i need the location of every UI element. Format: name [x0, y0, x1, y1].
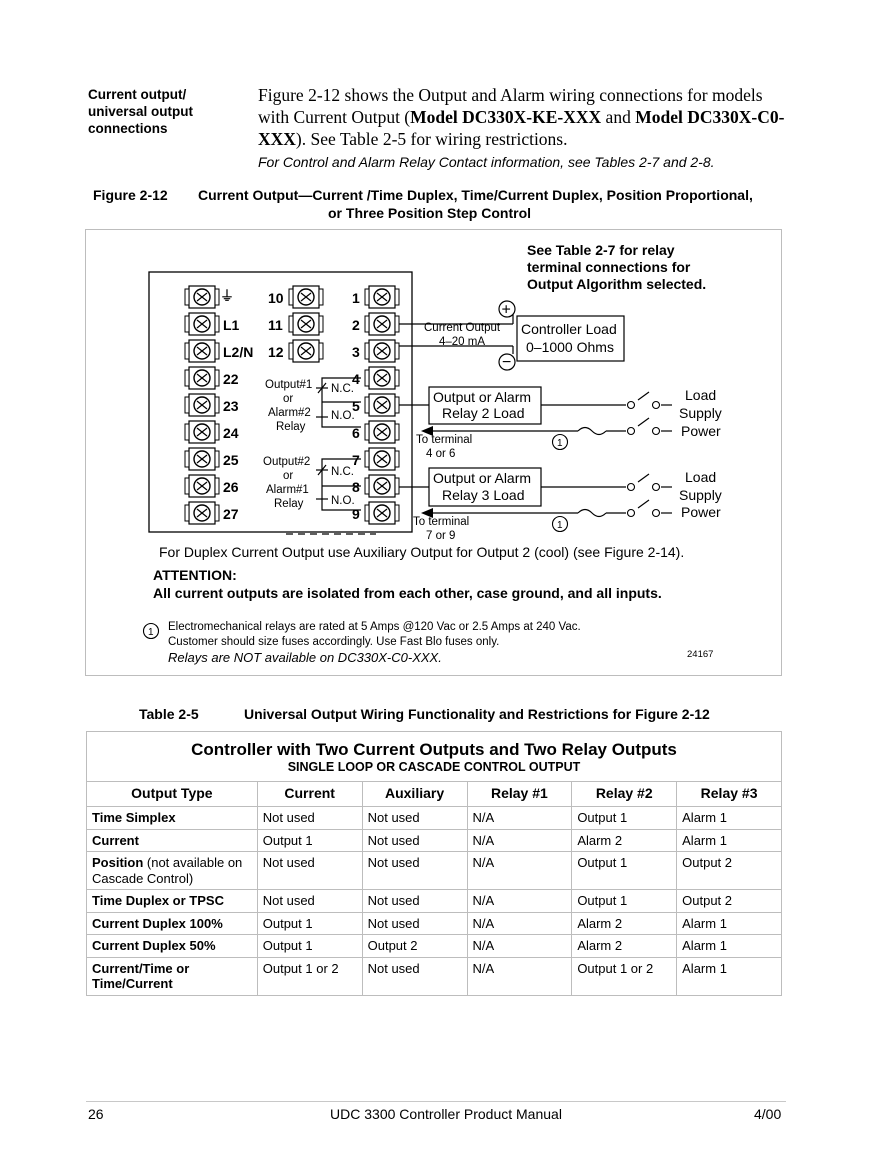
relay-a-label: Alarm#2 — [268, 407, 311, 419]
table-cell: Output 1 — [572, 807, 677, 830]
relay2-load-label: Relay 2 Load — [442, 405, 525, 421]
right-terminal-label: 5 — [352, 398, 360, 414]
duplex-note: For Duplex Current Output use Auxiliary Output for Output 2 (cool) (see Figure 2-14). — [159, 544, 685, 560]
relay-a-label: or — [283, 393, 294, 405]
row-output-type — [87, 890, 258, 913]
table-cell: Not used — [362, 852, 467, 890]
attention-text: All current outputs are isolated from each other, case ground, and all inputs. — [153, 585, 662, 601]
table-caption — [139, 706, 710, 722]
table-row — [87, 935, 782, 958]
controller-load-label: Controller Load — [521, 321, 617, 337]
table-cell: Not used — [257, 890, 362, 913]
table-cell: Alarm 1 — [677, 935, 782, 958]
footnote-line: Relays are NOT available on DC330X-C0-XXX. — [168, 650, 442, 665]
ground-terminal-icon: ⏚ — [220, 288, 234, 304]
attention-title: ATTENTION: — [153, 567, 237, 583]
row-type-text: Current Duplex 100% — [92, 915, 223, 931]
table-header-row — [87, 782, 782, 807]
footer-title: UDC 3300 Controller Product Manual — [330, 1106, 562, 1122]
table-row — [87, 957, 782, 995]
table-cell: Alarm 1 — [677, 957, 782, 995]
row-type-text: Current — [92, 832, 139, 848]
no-label: N.O. — [331, 410, 355, 422]
mid-terminal-label: 12 — [268, 344, 284, 360]
table-cell: N/A — [467, 807, 572, 830]
intro-text: Figure 2-12 shows the Output and Alarm wiring connections for models with Current Output ( — [258, 85, 763, 127]
column-header: Relay #1 — [467, 782, 572, 807]
table-cell: Not used — [362, 957, 467, 995]
column-header: Output Type — [87, 782, 258, 807]
table-cell: Not used — [362, 829, 467, 852]
relay3-load-label: Output or Alarm — [433, 470, 532, 486]
relay-a-label: Output#1 — [265, 379, 313, 391]
table-cell: Alarm 2 — [572, 912, 677, 935]
figure-title-line1: Current Output—Current /Time Duplex, Time/Current Duplex, Position Proportional, — [198, 187, 753, 203]
footer-rule — [86, 1101, 786, 1102]
row-output-type — [87, 935, 258, 958]
right-terminal-label: 6 — [352, 425, 360, 441]
row-output-type — [87, 852, 258, 890]
footnote-marker: 1 — [148, 627, 154, 638]
figure-number: Figure 2-12 — [93, 187, 168, 203]
footer-date: 4/00 — [754, 1106, 782, 1122]
row-type-note: (not available on Cascade Control) — [92, 855, 243, 886]
intro-text-2: ). See Table 2-5 for wiring restrictions. — [295, 129, 568, 149]
row-type-text: Time Duplex or TPSC — [92, 893, 224, 908]
nc-label: N.C. — [331, 383, 354, 395]
relay3-load-label: Relay 3 Load — [442, 487, 525, 503]
table-row — [87, 807, 782, 830]
model-ke: Model DC330X-KE-XXX — [410, 107, 602, 127]
right-terminal-label: 1 — [352, 290, 360, 306]
current-output-range: 4–20 mA — [439, 336, 486, 348]
column-header: Current — [257, 782, 362, 807]
output-wiring-table — [86, 731, 782, 996]
see-table-line: Output Algorithm selected. — [527, 276, 707, 292]
left-terminal-label: 27 — [223, 506, 239, 522]
right-terminal-label: 7 — [352, 452, 360, 468]
left-terminal-screws — [185, 286, 219, 524]
to-terminal-label: To terminal — [413, 516, 470, 528]
row-output-type — [87, 957, 258, 995]
table-banner — [87, 732, 782, 782]
table-cell: Not used — [362, 890, 467, 913]
relay-b-label: Output#2 — [263, 456, 311, 468]
left-terminal-label: 22 — [223, 371, 239, 387]
table-cell: N/A — [467, 890, 572, 913]
left-terminal-label: 23 — [223, 398, 239, 414]
right-terminal-label: 8 — [352, 479, 360, 495]
load-supply-label: Load — [685, 387, 717, 403]
footnote-line: Electromechanical relays are rated at 5 Amps @120 Vac or 2.5 Amps at 240 Vac. — [168, 621, 581, 633]
note-marker: 1 — [557, 520, 563, 531]
left-terminal-label: 26 — [223, 479, 239, 495]
table-row — [87, 829, 782, 852]
table-cell: Not used — [362, 807, 467, 830]
table-row — [87, 912, 782, 935]
model-c0: Model DC330X-C0-XXX — [258, 107, 785, 149]
table-cell: Output 2 — [362, 935, 467, 958]
column-header: Auxiliary — [362, 782, 467, 807]
table-title: Universal Output Wiring Functionality and Restrictions for Figure 2-12 — [244, 706, 710, 722]
table-cell: Not used — [362, 912, 467, 935]
side-heading-line: universal output — [88, 104, 194, 119]
table-cell: N/A — [467, 912, 572, 935]
left-terminal-label: 25 — [223, 452, 239, 468]
load-supply-label: Power — [681, 504, 721, 520]
table-cell: Output 1 — [572, 852, 677, 890]
load-supply-label: Power — [681, 423, 721, 439]
drawing-number: 24167 — [687, 649, 714, 660]
table-cell: Not used — [257, 807, 362, 830]
relay-b-label: or — [283, 470, 294, 482]
row-output-type — [87, 807, 258, 830]
table-cell: Alarm 2 — [572, 935, 677, 958]
table-cell: Output 1 or 2 — [572, 957, 677, 995]
right-terminal-label: 2 — [352, 317, 360, 333]
right-terminal-screws — [365, 286, 399, 524]
table-cell: N/A — [467, 957, 572, 995]
table-cell: Alarm 1 — [677, 829, 782, 852]
table-number: Table 2-5 — [139, 706, 199, 722]
to-terminal-value: 7 or 9 — [426, 530, 456, 542]
table-cell: Output 2 — [677, 890, 782, 913]
table-banner-title: Controller with Two Current Outputs and Two Relay Outputs — [191, 740, 677, 759]
load-supply-label: Supply — [679, 405, 722, 421]
controller-load-range: 0–1000 Ohms — [526, 339, 614, 355]
see-table-line: terminal connections for — [527, 259, 691, 275]
section-side-heading — [88, 86, 238, 137]
row-type-text: Time Simplex — [92, 810, 176, 825]
table-cell: N/A — [467, 829, 572, 852]
table-cell: Alarm 2 — [572, 829, 677, 852]
row-output-type — [87, 829, 258, 852]
side-heading-line: connections — [88, 121, 168, 136]
table-cell: Output 1 — [257, 935, 362, 958]
row-type-text: Current/Time or Time/Current — [92, 960, 190, 991]
see-table-line: See Table 2-7 for relay — [527, 242, 675, 258]
table-banner-row — [87, 732, 782, 782]
right-terminal-label: 3 — [352, 344, 360, 360]
left-terminal-label: 24 — [223, 425, 239, 441]
mid-terminal-label: 11 — [268, 317, 283, 333]
plus-sign: + — [501, 301, 511, 319]
table-cell: Alarm 1 — [677, 912, 782, 935]
page-number: 26 — [88, 1106, 104, 1122]
left-terminal-label: L1 — [223, 317, 240, 333]
mid-terminal-screws — [289, 286, 323, 362]
right-terminal-label: 4 — [352, 371, 360, 387]
to-terminal-label: To terminal — [416, 434, 473, 446]
load-supply-label: Supply — [679, 487, 722, 503]
relay2-load-label: Output or Alarm — [433, 389, 532, 405]
footnote-line: Customer should size fuses accordingly. Use Fast Blo fuses only. — [168, 636, 500, 648]
table-banner-subtitle: SINGLE LOOP OR CASCADE CONTROL OUTPUT — [287, 760, 581, 774]
table-cell: Output 1 or 2 — [257, 957, 362, 995]
to-terminal-value: 4 or 6 — [426, 448, 456, 460]
left-terminal-label: L2/N — [223, 344, 254, 360]
table-cell: Output 1 — [257, 829, 362, 852]
right-terminal-label: 9 — [352, 506, 360, 522]
table-cell: N/A — [467, 935, 572, 958]
intro-paragraph — [258, 84, 788, 150]
table-cell: Output 2 — [677, 852, 782, 890]
table-cell: Alarm 1 — [677, 807, 782, 830]
table-cell: N/A — [467, 852, 572, 890]
relay-b-label: Relay — [274, 498, 304, 510]
side-heading-line: Current output/ — [88, 87, 187, 102]
switch-contacts — [628, 402, 660, 517]
relay-note: For Control and Alarm Relay Contact information, see Tables 2-7 and 2-8. — [258, 154, 715, 170]
note-marker: 1 — [557, 438, 563, 449]
row-output-type — [87, 912, 258, 935]
figure-frame — [85, 229, 782, 676]
relay-a-label: Relay — [276, 421, 306, 433]
relay-b-label: Alarm#1 — [266, 484, 309, 496]
intro-and: and — [601, 107, 636, 127]
table-row — [87, 852, 782, 890]
mid-terminal-label: 10 — [268, 290, 284, 306]
column-header: Relay #2 — [572, 782, 677, 807]
wiring-diagram — [86, 230, 783, 677]
figure-title-line2: or Three Position Step Control — [328, 205, 532, 221]
table-cell: Output 1 — [572, 890, 677, 913]
current-output-label: Current Output — [424, 322, 501, 334]
table-cell: Not used — [257, 852, 362, 890]
row-type-text: Current Duplex 50% — [92, 938, 216, 953]
nc-label: N.C. — [331, 466, 354, 478]
column-header: Relay #3 — [677, 782, 782, 807]
row-type-text: Position — [92, 855, 144, 870]
minus-sign: − — [502, 354, 512, 371]
no-label: N.O. — [331, 495, 355, 507]
table-cell: Output 1 — [257, 912, 362, 935]
table-row — [87, 890, 782, 913]
load-supply-label: Load — [685, 469, 717, 485]
